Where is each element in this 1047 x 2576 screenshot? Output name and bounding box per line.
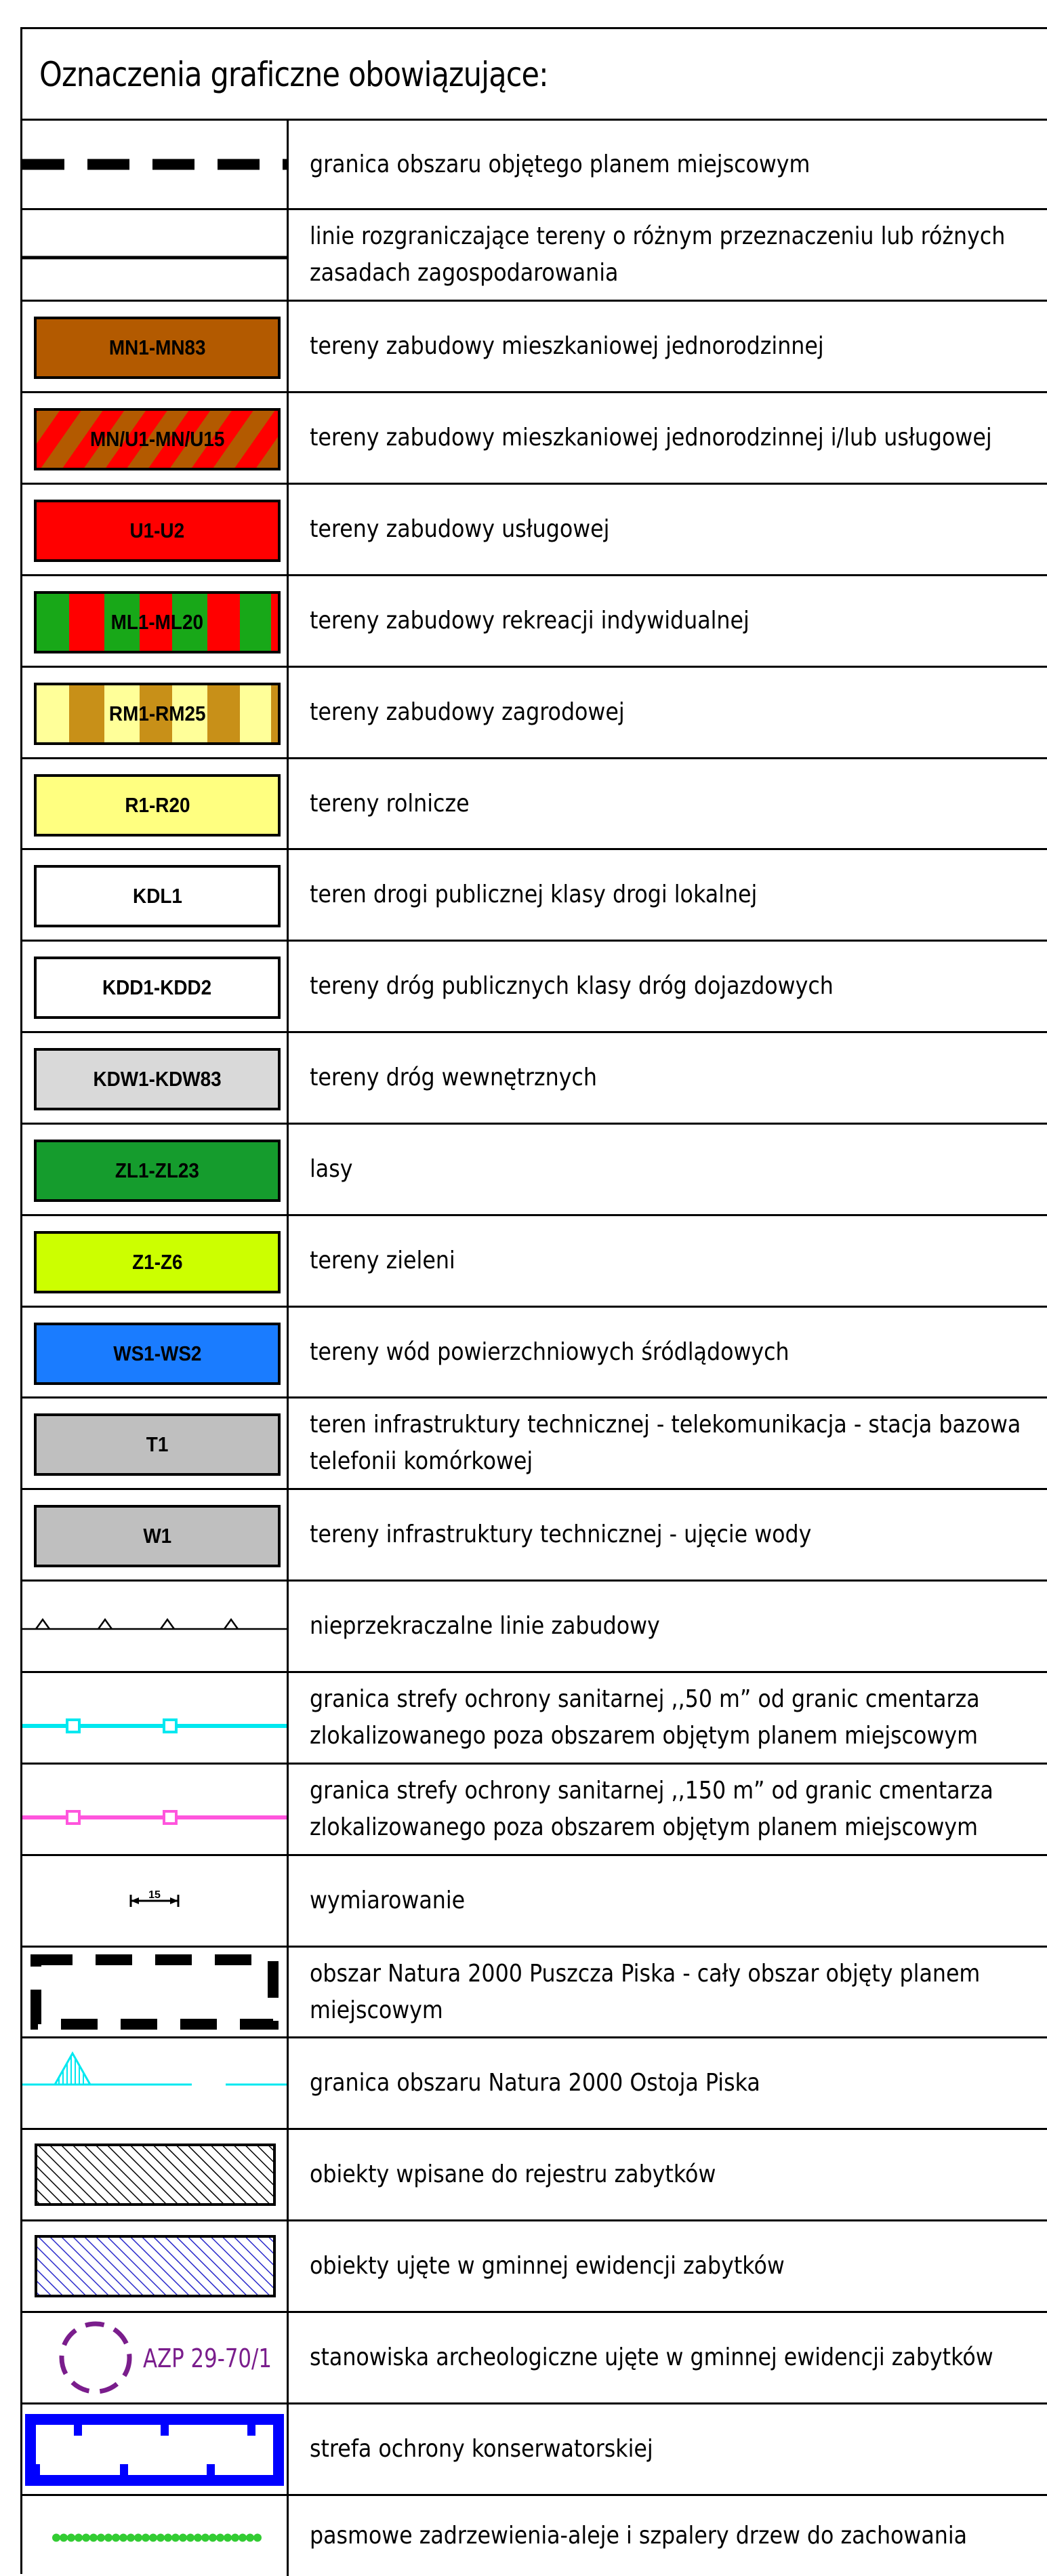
zone-symbol-mnu	[34, 408, 281, 470]
legend-description	[310, 2248, 1028, 2285]
symbol-cell	[22, 1490, 289, 1579]
zone-symbol-label	[37, 777, 278, 834]
symbol-cell	[22, 302, 289, 391]
legend-row-kdl	[22, 850, 1047, 942]
symbol-graphic	[22, 2496, 287, 2574]
zone-symbol-z	[34, 1231, 281, 1293]
description-line: obiekty wpisane do rejestru zabytków	[310, 2160, 716, 2188]
symbol-cell	[22, 210, 289, 300]
archaeological-site-circle	[62, 2324, 129, 2392]
description-line: tereny wód powierzchniowych śródlądowych	[310, 1337, 789, 1366]
legend-description	[310, 1060, 1028, 1096]
tree-avenue-dot	[89, 2534, 98, 2542]
conservation-zone-boundary	[30, 2419, 279, 2480]
symbol-graphic	[22, 1856, 287, 1946]
tree-avenue-dot	[112, 2534, 120, 2542]
symbol-cell	[22, 1398, 289, 1488]
zone-symbol-label	[37, 1325, 278, 1382]
description-line: tereny dróg publicznych klasy dróg dojazdowych	[310, 972, 834, 1000]
description-line: tereny zabudowy rekreacji indywidualnej	[310, 607, 750, 635]
sanitary-zone-marker	[164, 1811, 176, 1824]
description-line: tereny rolnicze	[310, 789, 470, 818]
zone-symbol-label	[37, 594, 278, 651]
zone-code: WS1-WS2	[112, 1341, 202, 1365]
symbol-graphic	[22, 1582, 287, 1671]
legend-description	[310, 1681, 1028, 1754]
tree-avenue-dot	[149, 2534, 157, 2542]
building-line-tick	[161, 1619, 174, 1629]
sanitary-zone-marker	[67, 1720, 79, 1732]
legend-description	[310, 511, 1028, 548]
legend-row-u	[22, 485, 1047, 576]
description-line: obszar Natura 2000 Puszcza Piska - cały obszar objęty planem	[310, 1959, 981, 1988]
legend-row-mn	[22, 302, 1047, 393]
zone-code: RM1-RM25	[108, 702, 206, 725]
legend-row-mnu	[22, 393, 1047, 485]
legend-title: Oznaczenia graficzne obowiązujące:	[39, 55, 548, 94]
zone-code: R1-R20	[124, 792, 190, 817]
zone-symbol-t	[34, 1413, 281, 1476]
description-line: obiekty ujęte w gminnej ewidencji zabytków	[310, 2252, 785, 2280]
tree-avenue-dot	[171, 2534, 180, 2542]
symbol-cell	[22, 576, 289, 666]
zone-code: MN/U1-MN/U15	[89, 427, 225, 451]
description-line: zasadach zagospodarowania	[310, 259, 619, 287]
description-line: tereny infrastruktury technicznej - ujęcie wody	[310, 1521, 812, 1548]
symbol-cell	[22, 1033, 289, 1123]
symbol-cell	[22, 1948, 289, 2036]
tree-avenue-dot	[142, 2534, 150, 2542]
tree-avenue-dot	[134, 2534, 142, 2542]
zone-symbol-label	[37, 959, 278, 1016]
tree-avenue-dot	[52, 2534, 60, 2542]
symbol-graphic	[22, 2221, 287, 2311]
symbol-cell	[22, 2404, 289, 2494]
description-line: nieprzekraczalne linie zabudowy	[310, 1612, 660, 1640]
symbol-cell	[22, 1125, 289, 1214]
legend-row-boundary	[22, 121, 1047, 210]
zone-symbol-label	[37, 685, 278, 742]
description-line: tereny zabudowy mieszkaniowej jednorodzinnej i/lub usługowej	[310, 424, 992, 451]
legend-row-r	[22, 759, 1047, 850]
zone-code: ZL1-ZL23	[115, 1159, 200, 1182]
tree-avenue-dot	[104, 2534, 112, 2542]
dimension-value: 15	[148, 1889, 161, 1901]
zone-symbol-label	[37, 1234, 278, 1291]
zone-symbol-r	[34, 774, 281, 837]
description-line: granica obszaru objętego planem miejscowym	[310, 150, 810, 178]
symbol-cell	[22, 1216, 289, 1306]
symbol-cell	[22, 2313, 289, 2402]
zone-code: W1	[143, 1524, 171, 1548]
legend-table	[20, 27, 1047, 2574]
legend-description	[310, 328, 1028, 365]
building-line-tick	[224, 1619, 238, 1629]
symbol-graphic	[22, 1765, 287, 1854]
zone-symbol-mn	[34, 317, 281, 379]
symbol-graphic	[22, 121, 287, 208]
legend-description	[310, 2065, 1028, 2101]
tree-avenue-dot	[246, 2534, 254, 2542]
dimension-arrow-left	[131, 1897, 139, 1904]
symbol-graphic	[22, 2404, 287, 2494]
description-line: wymiarowanie	[310, 1887, 466, 1914]
description-line: miejscowym	[310, 1996, 443, 2024]
symbol-graphic	[22, 2313, 287, 2402]
symbol-cell	[22, 1673, 289, 1763]
zone-symbol-kdd	[34, 957, 281, 1019]
legend-row-t	[22, 1398, 1047, 1490]
tree-avenue-dot	[127, 2534, 135, 2542]
tree-avenue-dot	[253, 2534, 262, 2542]
legend-row-municipal	[22, 2221, 1047, 2313]
legend-description	[310, 877, 1028, 913]
legend-description	[310, 420, 1028, 456]
zone-symbol-label	[37, 868, 278, 925]
legend-row-sanitary-50	[22, 1673, 1047, 1765]
natura-puszcza-boundary	[36, 1960, 273, 2024]
sanitary-zone-marker	[67, 1811, 79, 1824]
description-line: granica strefy ochrony sanitarnej ,,150 m” od granic cmentarza	[310, 1777, 993, 1805]
sanitary-zone-marker	[164, 1720, 176, 1732]
zone-code: KDD1-KDD2	[102, 975, 212, 999]
zone-symbol-ml	[34, 591, 281, 653]
tree-avenue-dot	[224, 2534, 232, 2542]
legend-description	[310, 2339, 1028, 2376]
symbol-cell	[22, 2221, 289, 2311]
zone-code: KDW1-KDW83	[93, 1067, 222, 1091]
zone-symbol-w	[34, 1505, 281, 1567]
zone-code: KDL1	[132, 884, 182, 908]
legend-description	[310, 2431, 1028, 2468]
description-line: strefa ochrony konserwatorskiej	[310, 2435, 653, 2463]
legend-row-conservation	[22, 2404, 1047, 2496]
symbol-cell	[22, 850, 289, 940]
zone-symbol-rm	[34, 683, 281, 745]
description-line: pasmowe zadrzewienia-aleje i szpalery drzew do zachowania	[310, 2522, 968, 2550]
symbol-cell	[22, 2130, 289, 2219]
legend-row-kdd	[22, 942, 1047, 1033]
legend-row-zl	[22, 1125, 1047, 1216]
zone-symbol-u	[34, 500, 281, 562]
zone-symbol-label	[37, 1051, 278, 1108]
legend-description	[310, 1151, 1028, 1188]
symbol-cell	[22, 668, 289, 757]
symbol-cell	[22, 1765, 289, 1854]
description-line: granica strefy ochrony sanitarnej ,,50 m” od granic cmentarza	[310, 1685, 980, 1713]
zone-code: U1-U2	[129, 519, 185, 542]
symbol-graphic	[22, 1673, 287, 1763]
zone-symbol-kdw	[34, 1048, 281, 1110]
legend-description	[310, 1516, 1028, 1553]
zone-symbol-kdl	[34, 865, 281, 927]
description-line: stanowiska archeologiczne ujęte w gminnej ewidencji zabytków	[310, 2343, 993, 2371]
symbol-graphic	[22, 2038, 287, 2128]
description-line: zlokalizowanego poza obszarem objętym planem miejscowym	[310, 1722, 978, 1750]
zone-symbol-label	[37, 1508, 278, 1565]
zone-symbol-label	[37, 1142, 278, 1199]
symbol-graphic	[22, 1948, 287, 2036]
legend-row-dividing-lines	[22, 210, 1047, 302]
legend-row-rm	[22, 668, 1047, 759]
description-line: tereny dróg wewnętrznych	[310, 1064, 597, 1091]
zone-symbol-label	[37, 1416, 278, 1473]
tree-avenue-dot	[75, 2534, 83, 2542]
legend-row-archaeological	[22, 2313, 1047, 2404]
zone-code: Z1-Z6	[131, 1250, 183, 1274]
tree-avenue-dot	[82, 2534, 90, 2542]
legend-row-avenues	[22, 2496, 1047, 2576]
zone-symbol-label	[37, 502, 278, 559]
symbol-cell	[22, 1582, 289, 1671]
archaeological-site-code: AZP 29-70/1	[143, 2343, 272, 2373]
legend-description	[310, 694, 1028, 731]
legend-row-building-lines	[22, 1582, 1047, 1673]
tree-avenue-dot	[60, 2534, 68, 2542]
zone-symbol-label	[37, 411, 278, 468]
legend-row-z	[22, 1216, 1047, 1308]
legend-description	[310, 1407, 1028, 1480]
description-line: linie rozgraniczające tereny o różnym przeznaczeniu lub różnych	[310, 222, 1006, 250]
legend-header	[22, 29, 1047, 121]
symbol-cell	[22, 393, 289, 483]
building-line-tick	[36, 1619, 49, 1629]
legend-row-ml	[22, 576, 1047, 668]
symbol-cell	[22, 942, 289, 1031]
legend-description	[310, 1956, 1028, 2029]
legend-row-natura-ostoja	[22, 2038, 1047, 2130]
tree-avenue-dot	[186, 2534, 194, 2542]
legend-description	[310, 2156, 1028, 2193]
dimension-arrow-right	[170, 1897, 178, 1904]
tree-avenue-dot	[157, 2534, 165, 2542]
description-line: tereny zieleni	[310, 1247, 455, 1274]
symbol-cell	[22, 485, 289, 574]
symbol-cell	[22, 2496, 289, 2576]
symbol-cell	[22, 1856, 289, 1946]
zone-code: T1	[146, 1432, 169, 1456]
symbol-cell	[22, 759, 289, 848]
description-line: tereny zabudowy usługowej	[310, 515, 610, 543]
legend-row-dimension	[22, 1856, 1047, 1948]
tree-avenue-dot	[231, 2534, 239, 2542]
legend-description	[310, 968, 1028, 1005]
tree-avenue-dot	[194, 2534, 202, 2542]
description-line: tereny zabudowy zagrodowej	[310, 698, 625, 726]
legend-description	[310, 2518, 1028, 2554]
legend-description	[310, 1608, 1028, 1645]
legend-description	[310, 1773, 1028, 1846]
zone-symbol-ws	[34, 1323, 281, 1385]
description-line: teren drogi publicznej klasy drogi lokalnej	[310, 881, 758, 908]
symbol-graphic	[22, 210, 287, 300]
tree-avenue-dot	[201, 2534, 209, 2542]
symbol-graphic	[22, 2130, 287, 2219]
legend-description	[310, 1243, 1028, 1279]
zone-code: ML1-ML20	[110, 610, 204, 634]
legend-description	[310, 603, 1028, 639]
legend-description	[310, 1334, 1028, 1371]
legend-row-natura-puszcza	[22, 1948, 1047, 2038]
tree-avenue-dot	[179, 2534, 187, 2542]
legend-row-register	[22, 2130, 1047, 2221]
description-line: telefonii komórkowej	[310, 1447, 533, 1475]
legend-row-ws	[22, 1308, 1047, 1398]
tree-avenue-dot	[119, 2534, 127, 2542]
symbol-cell	[22, 121, 289, 208]
tree-avenue-dot	[239, 2534, 247, 2542]
natura-ostoja-triangle	[55, 2053, 90, 2085]
zone-symbol-zl	[34, 1140, 281, 1202]
legend-description	[310, 786, 1028, 822]
tree-avenue-dot	[209, 2534, 217, 2542]
description-line: tereny zabudowy mieszkaniowej jednorodzinnej	[310, 332, 824, 360]
description-line: lasy	[310, 1155, 353, 1183]
legend-description	[310, 146, 1028, 183]
tree-avenue-dot	[97, 2534, 105, 2542]
legend-row-kdw	[22, 1033, 1047, 1125]
legend-description	[310, 218, 1028, 291]
legend-row-sanitary-150	[22, 1765, 1047, 1856]
tree-avenue-dot	[164, 2534, 172, 2542]
legend-row-w	[22, 1490, 1047, 1582]
hatched-register-symbol	[36, 2145, 274, 2205]
legend-description	[310, 1883, 1028, 1919]
tree-avenue-dot	[67, 2534, 75, 2542]
tree-avenue-dot	[216, 2534, 224, 2542]
building-line-tick	[98, 1619, 112, 1629]
hatched-municipal-symbol	[36, 2236, 274, 2296]
description-line: granica obszaru Natura 2000 Ostoja Piska	[310, 2069, 760, 2097]
symbol-cell	[22, 1308, 289, 1396]
zone-code: MN1-MN83	[108, 336, 206, 359]
description-line: zlokalizowanego poza obszarem objętym planem miejscowym	[310, 1813, 978, 1841]
zone-symbol-label	[37, 319, 278, 376]
symbol-cell	[22, 2038, 289, 2128]
description-line: teren infrastruktury technicznej - telekomunikacja - stacja bazowa	[310, 1411, 1021, 1438]
